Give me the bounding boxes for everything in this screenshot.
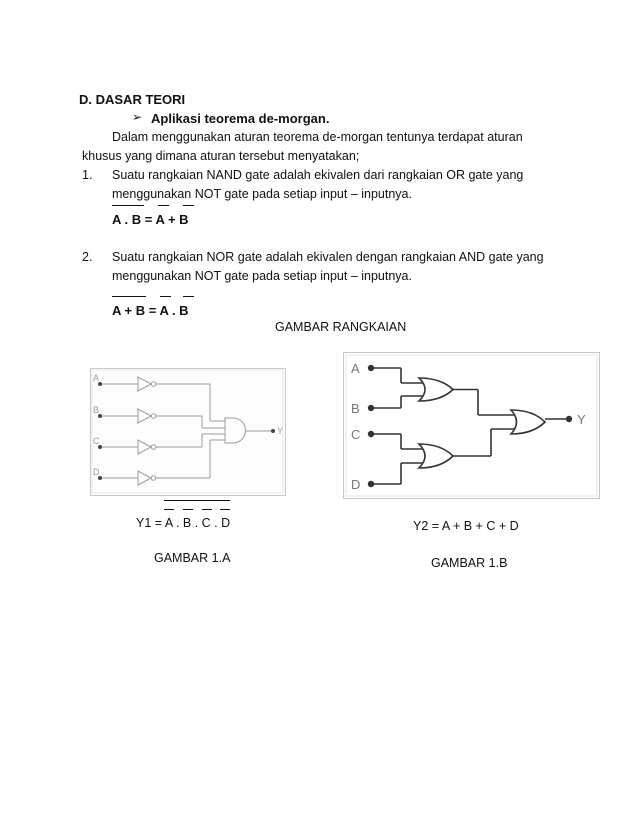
item-2-line-1: Suatu rangkaian NOR gate adalah ekivalen dengan rangkaian AND gate yang [112,250,544,264]
item-2-line-2: menggunakan NOT gate pada setiap input – inputnya. [112,269,412,283]
fig-b-input-b: B [351,401,360,416]
item-1-number: 1. [82,168,93,182]
intro-line-1: Dalam menggunakan aturan teorema de-morgan tentunya terdapat aturan [112,130,523,144]
section-heading: D. DASAR TEORI [79,92,186,107]
fig-a-output-y: Y [277,426,284,436]
eq-a-overbar-c [202,509,212,510]
eq-a-long-overbar [164,500,230,501]
arrow-bullet-icon: ➢ [132,110,143,124]
item-1-line-1: Suatu rangkaian NAND gate adalah ekivalen dari rangkaian OR gate yang [112,168,524,182]
intro-line-2: khusus yang dimana aturan tersebut menyatakan; [82,149,360,163]
formula-2-overbar-ab [112,296,146,297]
fig-a-input-b: B [93,405,100,415]
fig-b-input-c: C [351,427,361,442]
formula-1-overbar-a [158,205,169,206]
formula-1-overbar-b [183,205,194,206]
item-1-line-2: menggunakan NOT gate pada setiap input – inputnya. [112,187,412,201]
subheading: Aplikasi teorema de-morgan. [151,111,330,126]
formula-2-overbar-b [183,296,194,297]
formula-1: A . B = A + B [112,212,189,227]
item-2-number: 2. [82,250,93,264]
circuit-figure-a [90,368,286,496]
fig-b-input-a: A [351,361,360,376]
fig-a-input-c: C [93,436,100,446]
formula-2-overbar-a [160,296,171,297]
fig-a-input-d: D [93,467,100,477]
caption-figure-a: GAMBAR 1.A [154,551,231,565]
eq-a-overbar-a [164,509,174,510]
figures-title: GAMBAR RANGKAIAN [275,320,407,334]
eq-a-overbar-d [220,509,230,510]
formula-2: A + B = A . B [112,303,189,318]
fig-b-input-d: D [351,477,361,492]
fig-a-input-a: A [93,373,100,383]
eq-a-overbar-b [183,509,193,510]
formula-1-overbar-ab [112,205,144,206]
equation-y2: Y2 = A + B + C + D [413,519,519,533]
circuit-figure-b [343,352,601,500]
equation-y1: Y1 = A . B . C . D [136,516,231,530]
caption-figure-b: GAMBAR 1.B [431,556,508,570]
fig-b-output-y: Y [577,412,586,427]
